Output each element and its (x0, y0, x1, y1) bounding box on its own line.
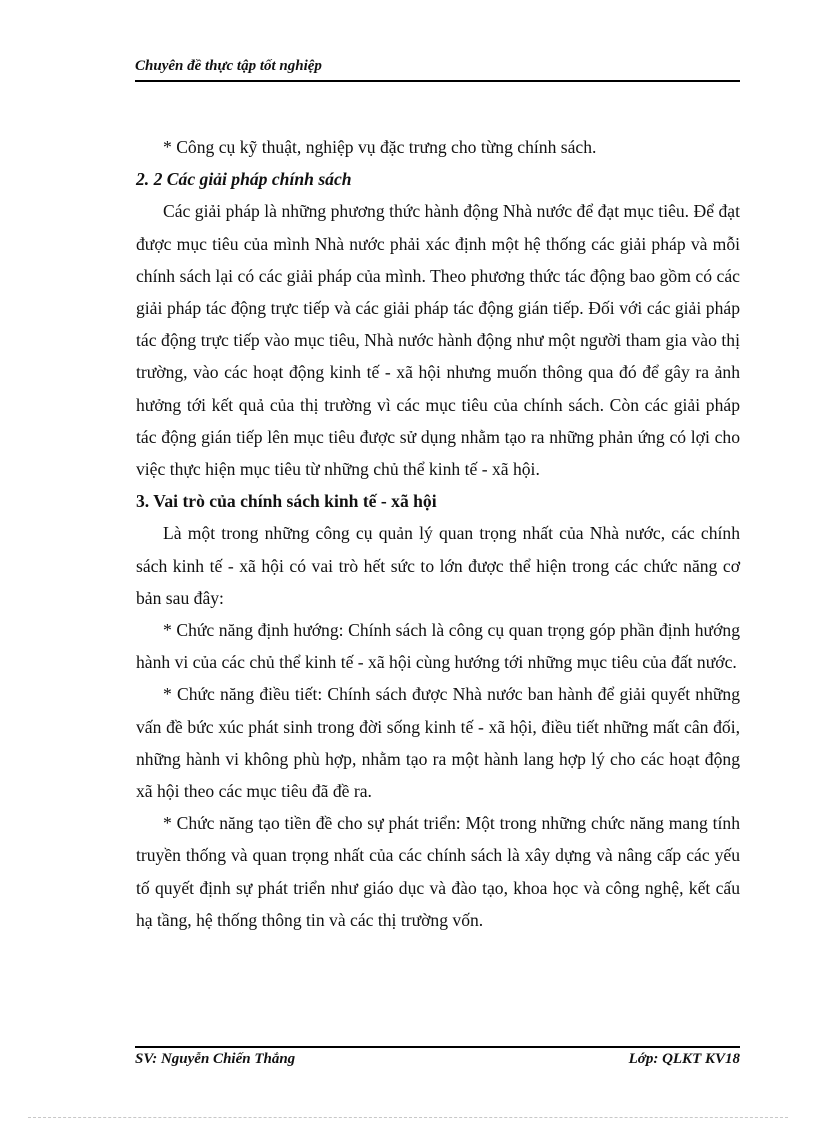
paragraph-role-intro: Là một trong những công cụ quản lý quan trọng nhất của Nhà nước, các chính sách kinh tế - xã hội có vai trò hết sức to lớn được thể hiện trong các chức năng cơ bản sau đây: (136, 523, 740, 608)
paragraph-tools: * Công cụ kỹ thuật, nghiệp vụ đặc trưng cho từng chính sách. (163, 137, 597, 157)
header-title: Chuyên đề thực tập tốt nghiệp (135, 58, 322, 74)
footer-class: Lớp: QLKT KV18 (628, 1051, 740, 1067)
paragraph-regulation-function: * Chức năng điều tiết: Chính sách được Nhà nước ban hành để giải quyết những vấn đề bức xúc phát sinh trong đời sống kinh tế - xã hội, điều tiết những mất cân đối, những hành vi không phù hợp, nhằm tạo ra một hành lang hợp lý cho các hoạt động xã hội theo các mục tiêu đã đề ra. (136, 684, 740, 802)
paragraph-orientation-function: * Chức năng định hướng: Chính sách là công cụ quan trọng góp phần định hướng hành vi của các chủ thể kinh tế - xã hội cùng hướng tới những mục tiêu của đất nước. (136, 620, 740, 673)
section-heading-solutions: 2. 2 Các giải pháp chính sách (136, 169, 352, 190)
document-body (136, 131, 740, 936)
page-break-line (28, 1117, 788, 1118)
footer-student: SV: Nguyễn Chiến Thắng (135, 1051, 296, 1067)
page-footer (135, 1046, 740, 1074)
page-header (135, 56, 740, 82)
section-heading-role: 3. Vai trò của chính sách kinh tế - xã hội (136, 491, 437, 512)
paragraph-development-function: * Chức năng tạo tiền đề cho sự phát triển: Một trong những chức năng mang tính truyền thống và quan trọng nhất của các chính sách là xây dựng và nâng cấp các yếu tố quyết định sự phát triển như giáo dục và đào tạo, khoa học và công nghệ, kết cấu hạ tầng, hệ thống thông tin và các thị trường vốn. (136, 813, 740, 930)
paragraph-solutions: Các giải pháp là những phương thức hành động Nhà nước để đạt mục tiêu. Để đạt được mục tiêu của mình Nhà nước phải xác định một hệ thống các giải pháp và mỗi chính sách lại có các giải pháp của mình. Theo phương thức tác động bao gồm có các giải pháp tác động trực tiếp và các giải pháp tác động gián tiếp. Đối với các giải pháp tác động trực tiếp vào mục tiêu, Nhà nước hành động như một người tham gia vào thị trường, vào các hoạt động kinh tế - xã hội nhưng muốn thông qua đó để gây ra ảnh hưởng tới kết quả của thị trường vì các mục tiêu của chính sách. Còn các giải pháp tác động gián tiếp lên mục tiêu được sử dụng nhằm tạo ra những phản ứng có lợi cho việc thực hiện mục tiêu từ những chủ thể kinh tế - xã hội. (136, 201, 740, 480)
